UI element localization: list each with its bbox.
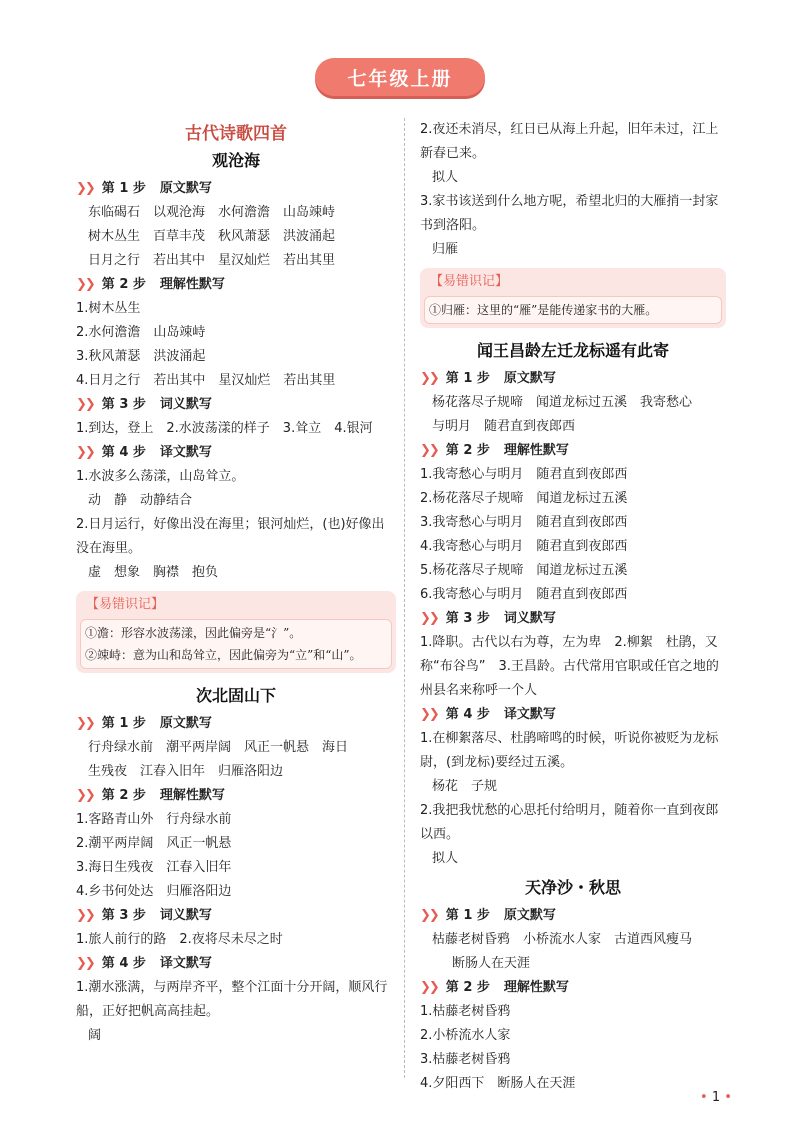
- poem-title: 天净沙・秋思: [524, 878, 621, 897]
- text-line: 日月之行 若出其中 星汉灿烂 若出其里: [88, 253, 336, 268]
- text-line: 3.秋风萧瑟 洪波涌起: [76, 349, 206, 364]
- text-line: 归雁: [432, 242, 459, 257]
- chevron-icon: ❯❯: [420, 443, 438, 458]
- step-number: 第 1 步: [101, 716, 146, 731]
- error-note-box: [76, 591, 396, 673]
- step-title: 词义默写: [503, 611, 556, 626]
- text-line: 1.客路青山外 行舟绿水前: [76, 812, 232, 827]
- step-title: 原文默写: [503, 371, 556, 386]
- text-line: 4.乡书何处达 归雁洛阳边: [76, 884, 232, 899]
- chevron-icon: ❯❯: [420, 371, 438, 386]
- step-title: 原文默写: [503, 908, 556, 923]
- text-line: 2.杨花落尽子规啼 闻道龙标过五溪: [420, 491, 628, 506]
- column-divider: [404, 118, 405, 1078]
- text-line: 2.潮平两岸阔 风正一帆悬: [76, 836, 232, 851]
- poem-title: 闻王昌龄左迁龙标遥有此寄: [476, 341, 669, 360]
- step-number: 第 2 步: [445, 980, 490, 995]
- error-note-title: 【易错识记】: [430, 274, 509, 289]
- step-title: 理解性默写: [159, 788, 225, 803]
- step-title: 词义默写: [159, 908, 212, 923]
- chevron-icon: ❯❯: [76, 788, 94, 803]
- text-line: 1.水波多么荡漾，山岛耸立。: [76, 469, 245, 484]
- step-4-header: [76, 441, 396, 465]
- text-line: 断肠人在天涯: [452, 956, 531, 971]
- error-note-title: 【易错识记】: [86, 597, 165, 612]
- chevron-icon: ❯❯: [420, 707, 438, 722]
- text-line: 1.我寄愁心与明月 随君直到夜郎西: [420, 467, 628, 482]
- text-line: 杨花落尽子规啼 闻道龙标过五溪 我寄愁心: [432, 395, 693, 410]
- step-2-header: [420, 976, 726, 1000]
- text-line: 与明月 随君直到夜郎西: [432, 419, 576, 434]
- text-line: 1.潮水涨满，与两岸齐平，整个江面十分开阔，顺风行船，正好把帆高高挂起。: [76, 980, 388, 1019]
- step-1-header: [420, 367, 726, 391]
- step-number: 第 3 步: [445, 611, 490, 626]
- text-line: 1.树木丛生: [76, 301, 141, 316]
- chevron-icon: ❯❯: [420, 908, 438, 923]
- step-1-header: [76, 712, 396, 736]
- error-note-line: ①澹：形容水波荡漾，因此偏旁是“氵”。: [85, 626, 302, 640]
- text-line: 东临碣石 以观沧海 水何澹澹 山岛竦峙: [88, 205, 336, 220]
- text-line: 生残夜 江春入旧年 归雁洛阳边: [88, 764, 284, 779]
- step-1-header: [420, 904, 726, 928]
- text-line: 动 静 动静结合: [88, 493, 193, 508]
- text-line: 阔: [88, 1028, 102, 1043]
- step-number: 第 4 步: [445, 707, 490, 722]
- text-line: 3.我寄愁心与明月 随君直到夜郎西: [420, 515, 628, 530]
- chevron-icon: ❯❯: [76, 908, 94, 923]
- chevron-icon: ❯❯: [76, 445, 94, 460]
- chevron-icon: ❯❯: [76, 181, 94, 196]
- step-title: 译文默写: [159, 445, 212, 460]
- step-3-header: [76, 393, 396, 417]
- step-number: 第 2 步: [101, 788, 146, 803]
- step-title: 理解性默写: [503, 980, 569, 995]
- text-line: 树木丛生 百草丰茂 秋风萧瑟 洪波涌起: [88, 229, 336, 244]
- text-line: 虚 想象 胸襟 抱负: [88, 565, 219, 580]
- text-line: 3.家书该送到什么地方呢，希望北归的大雁捎一封家书到洛阳。: [420, 194, 719, 233]
- text-line: 2.水何澹澹 山岛竦峙: [76, 325, 206, 340]
- chevron-icon: ❯❯: [76, 956, 94, 971]
- chevron-icon: ❯❯: [76, 716, 94, 731]
- text-line: 2.我把我忧愁的心思托付给明月，随着你一直到夜郎以西。: [420, 803, 719, 842]
- step-title: 理解性默写: [503, 443, 569, 458]
- step-2-header: [76, 273, 396, 297]
- text-line: 2.日月运行，好像出没在海里；银河灿烂，(也)好像出没在海里。: [76, 517, 385, 556]
- page-number-value: 1: [711, 1090, 721, 1105]
- step-title: 原文默写: [159, 716, 212, 731]
- step-title: 译文默写: [159, 956, 212, 971]
- step-number: 第 3 步: [101, 397, 146, 412]
- step-title: 词义默写: [159, 397, 212, 412]
- step-number: 第 3 步: [101, 908, 146, 923]
- poem-title: 次北固山下: [195, 686, 276, 705]
- step-2-header: [76, 784, 396, 808]
- chevron-icon: ❯❯: [76, 397, 94, 412]
- left-column: [76, 113, 396, 1048]
- text-line: 3.海日生残夜 江春入旧年: [76, 860, 232, 875]
- step-number: 第 2 步: [101, 277, 146, 292]
- text-line: 6.我寄愁心与明月 随君直到夜郎西: [420, 587, 628, 602]
- error-note-body: [424, 296, 722, 324]
- section-title: 古代诗歌四首: [185, 124, 287, 144]
- step-number: 第 4 步: [101, 445, 146, 460]
- text-line: 1.降职。古代以右为尊，左为卑 2.柳絮 杜鹃，又称“布谷鸟” 3.王昌龄。古代常用官职或任官之地的州县名来称呼一个人: [420, 635, 719, 698]
- text-line: 枯藤老树昏鸦 小桥流水人家 古道西风瘦马: [432, 932, 693, 947]
- text-line: 行舟绿水前 潮平两岸阔 风正一帆悬 海日: [88, 740, 349, 755]
- text-line: 杨花 子规: [432, 779, 498, 794]
- step-number: 第 4 步: [101, 956, 146, 971]
- text-line: 5.杨花落尽子规啼 闻道龙标过五溪: [420, 563, 628, 578]
- text-line: 1.枯藤老树昏鸦: [420, 1004, 511, 1019]
- step-1-header: [76, 177, 396, 201]
- text-line: 1.旅人前行的路 2.夜将尽未尽之时: [76, 932, 283, 947]
- text-line: 2.小桥流水人家: [420, 1028, 511, 1043]
- step-number: 第 1 步: [445, 908, 490, 923]
- right-column: [420, 118, 726, 1096]
- chevron-icon: ❯❯: [420, 980, 438, 995]
- poem-title: 观沧海: [211, 151, 260, 170]
- text-line: 4.日月之行 若出其中 星汉灿烂 若出其里: [76, 373, 336, 388]
- chevron-icon: ❯❯: [420, 611, 438, 626]
- step-number: 第 1 步: [445, 371, 490, 386]
- text-line: 1.在柳絮落尽、杜鹃啼鸣的时候，听说你被贬为龙标尉，(到龙标)要经过五溪。: [420, 731, 719, 770]
- grade-banner: 七年级上册: [315, 58, 485, 96]
- step-number: 第 2 步: [445, 443, 490, 458]
- error-note-line: ①归雁：这里的“雁”是能传递家书的大雁。: [429, 303, 658, 317]
- step-4-header: [420, 703, 726, 727]
- text-line: 3.枯藤老树昏鸦: [420, 1052, 511, 1067]
- step-title: 译文默写: [503, 707, 556, 722]
- text-line: 拟人: [432, 851, 459, 866]
- step-number: 第 1 步: [101, 181, 146, 196]
- step-title: 原文默写: [159, 181, 212, 196]
- step-title: 理解性默写: [159, 277, 225, 292]
- text-line: 2.夜还未消尽，红日已从海上升起，旧年未过，江上新春已来。: [420, 122, 719, 161]
- step-3-header: [76, 904, 396, 928]
- error-note-line: ②竦峙：意为山和岛耸立，因此偏旁为“立”和“山”。: [85, 648, 362, 662]
- step-2-header: [420, 439, 726, 463]
- text-line: 拟人: [432, 170, 459, 185]
- error-note-body: [80, 619, 392, 669]
- text-line: 4.夕阳西下 断肠人在天涯: [420, 1076, 576, 1091]
- step-3-header: [420, 607, 726, 631]
- text-line: 4.我寄愁心与明月 随君直到夜郎西: [420, 539, 628, 554]
- step-4-header: [76, 952, 396, 976]
- chevron-icon: ❯❯: [76, 277, 94, 292]
- error-note-box: [420, 268, 726, 328]
- page-number: • 1 •: [700, 1090, 732, 1105]
- text-line: 1.到达，登上 2.水波荡漾的样子 3.耸立 4.银河: [76, 421, 373, 436]
